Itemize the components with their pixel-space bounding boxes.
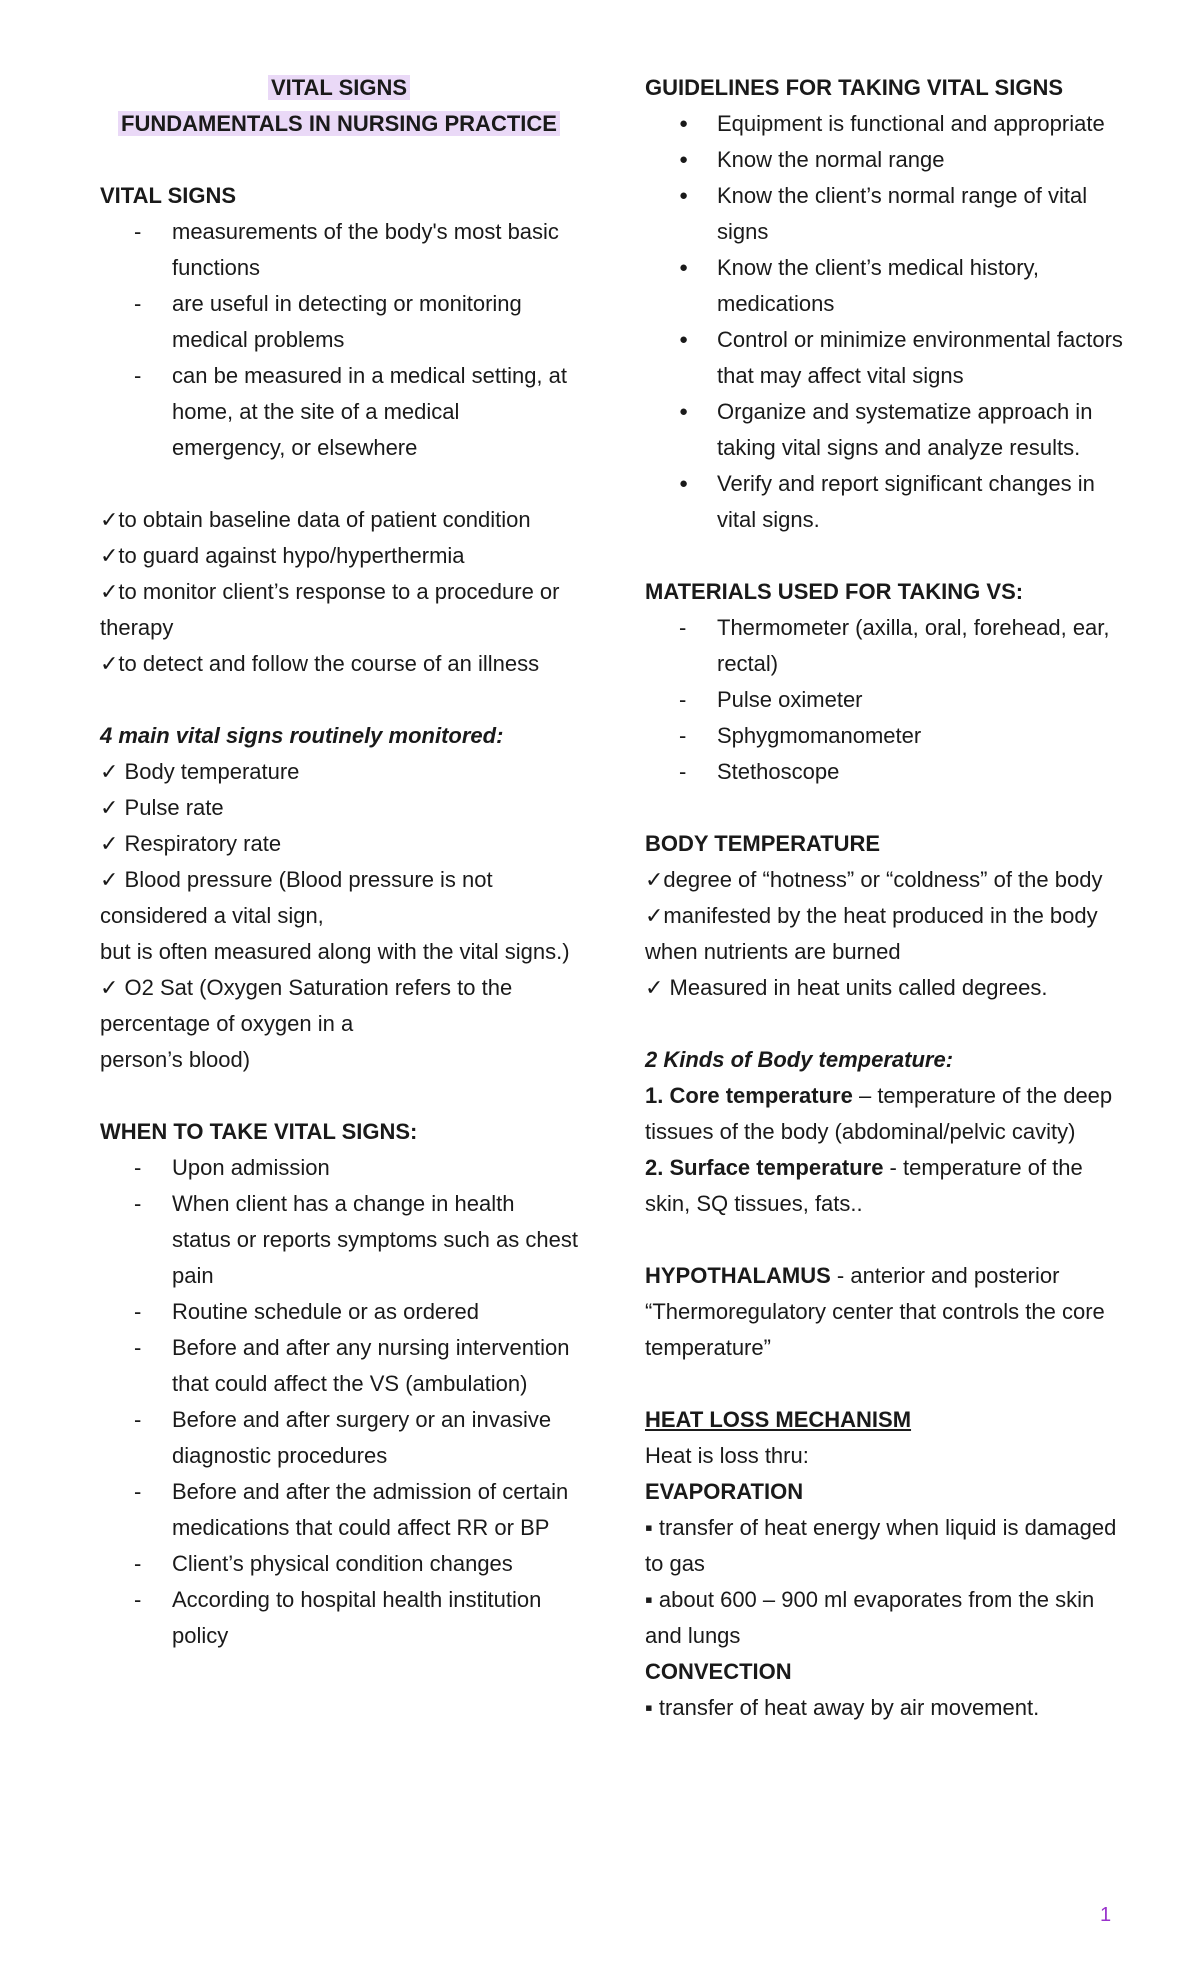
right-column <box>645 70 1123 1726</box>
convection-label: CONVECTION <box>645 1659 792 1684</box>
when-to-take-heading: WHEN TO TAKE VITAL SIGNS: <box>100 1119 418 1144</box>
spacer <box>100 1078 578 1114</box>
spacer <box>100 466 578 502</box>
body-temperature-line: ✓ Measured in heat units called degrees. <box>645 975 1048 1000</box>
core-temperature-text: – temperature of the deep tissues of the body (abdominal/pelvic cavity) <box>645 1083 1113 1144</box>
body-temperature-line: ✓degree of “hotness” or “coldness” of the body <box>645 867 1103 892</box>
document-title-block <box>100 70 578 106</box>
guideline-item: ● Control or minimize environmental factors that may affect vital signs <box>645 322 1123 394</box>
when-to-take-item: - Client’s physical condition changes <box>100 1546 578 1582</box>
hypothalamus-text: - anterior and posterior “Thermoregulatory center that controls the core temperature” <box>645 1263 1105 1360</box>
spacer <box>100 142 578 178</box>
when-to-take-item: - Before and after the admission of certain medications that could affect RR or BP <box>100 1474 578 1546</box>
when-to-take-item: - Routine schedule or as ordered <box>100 1294 578 1330</box>
surface-temperature-text: - temperature of the skin, SQ tissues, fats.. <box>645 1155 1083 1216</box>
when-to-take-item: - Upon admission <box>100 1150 578 1186</box>
left-column <box>100 70 578 1654</box>
when-to-take-item: - When client has a change in health status or reports symptoms such as chest pain <box>100 1186 578 1294</box>
surface-temperature-label: 2. Surface temperature <box>645 1155 884 1180</box>
guideline-item: ● Equipment is functional and appropriate <box>645 106 1123 142</box>
guideline-item: ● Organize and systematize approach in taking vital signs and analyze results. <box>645 394 1123 466</box>
core-temperature-label: 1. Core temperature <box>645 1083 853 1108</box>
main-vitals-item: ✓ Pulse rate <box>100 795 224 820</box>
guideline-item: ● Verify and report significant changes in vital signs. <box>645 466 1123 538</box>
when-to-take-item: - According to hospital health institution policy <box>100 1582 578 1654</box>
core-temperature-item <box>645 1078 1123 1150</box>
document-subtitle: FUNDAMENTALS IN NURSING PRACTICE <box>118 111 560 136</box>
main-vitals-item: ✓ Blood pressure (Blood pressure is not considered a vital sign, <box>100 867 493 928</box>
vital-signs-item: - are useful in detecting or monitoring medical problems <box>100 286 578 358</box>
material-item: - Pulse oximeter <box>645 682 1123 718</box>
when-to-take-item: - Before and after any nursing intervention that could affect the VS (ambulation) <box>100 1330 578 1402</box>
body-temperature-line: ✓manifested by the heat produced in the body <box>645 903 1098 928</box>
spacer <box>645 790 1123 826</box>
heat-loss-heading: HEAT LOSS MECHANISM <box>645 1407 912 1432</box>
main-vitals-item: ✓ Respiratory rate <box>100 831 282 856</box>
page-number: 1 <box>1100 1904 1112 1926</box>
evaporation-line: ▪ transfer of heat energy when liquid is damaged to gas <box>645 1515 1117 1576</box>
purpose-item: ✓to obtain baseline data of patient condition <box>100 507 531 532</box>
spacer <box>645 1006 1123 1042</box>
material-item: - Sphygmomanometer <box>645 718 1123 754</box>
materials-heading: MATERIALS USED FOR TAKING VS: <box>645 579 1024 604</box>
material-item: - Thermometer (axilla, oral, forehead, ear, rectal) <box>645 610 1123 682</box>
guideline-item: ● Know the client’s medical history, medications <box>645 250 1123 322</box>
guideline-item: ● Know the normal range <box>645 142 1123 178</box>
purpose-item: ✓to guard against hypo/hyperthermia <box>100 543 465 568</box>
main-vitals-item: but is often measured along with the vital signs.) <box>100 939 570 964</box>
when-to-take-item: - Before and after surgery or an invasive diagnostic procedures <box>100 1402 578 1474</box>
document-subtitle-block <box>100 106 578 142</box>
surface-temperature-item <box>645 1150 1123 1222</box>
convection-line: ▪ transfer of heat away by air movement. <box>645 1695 1040 1720</box>
main-vitals-item: ✓ Body temperature <box>100 759 300 784</box>
purpose-item: ✓to detect and follow the course of an illness <box>100 651 540 676</box>
body-temperature-heading: BODY TEMPERATURE <box>645 831 881 856</box>
vital-signs-item: - can be measured in a medical setting, at home, at the site of a medical emergency, or elsewhere <box>100 358 578 466</box>
spacer <box>645 1366 1123 1402</box>
spacer <box>100 682 578 718</box>
document-title: VITAL SIGNS <box>268 75 410 100</box>
hypothalamus-label: HYPOTHALAMUS <box>645 1263 831 1288</box>
evaporation-label: EVAPORATION <box>645 1479 804 1504</box>
vital-signs-item: - measurements of the body's most basic functions <box>100 214 578 286</box>
kinds-heading: 2 Kinds of Body temperature: <box>645 1047 954 1072</box>
spacer <box>645 1222 1123 1258</box>
guideline-item: ● Know the client’s normal range of vital signs <box>645 178 1123 250</box>
guidelines-heading: GUIDELINES FOR TAKING VITAL SIGNS <box>645 75 1064 100</box>
body-temperature-line: when nutrients are burned <box>645 939 901 964</box>
main-vitals-item: person’s blood) <box>100 1047 251 1072</box>
heat-loss-intro: Heat is loss thru: <box>645 1443 809 1468</box>
main-vitals-item: ✓ O2 Sat (Oxygen Saturation refers to the percentage of oxygen in a <box>100 975 513 1036</box>
main-vitals-heading: 4 main vital signs routinely monitored: <box>100 723 504 748</box>
evaporation-line: ▪ about 600 – 900 ml evaporates from the skin and lungs <box>645 1587 1095 1648</box>
material-item: - Stethoscope <box>645 754 1123 790</box>
purpose-item: ✓to monitor client’s response to a procedure or therapy <box>100 579 560 640</box>
vital-signs-heading: VITAL SIGNS <box>100 183 237 208</box>
hypothalamus-item <box>645 1258 1123 1366</box>
spacer <box>645 538 1123 574</box>
